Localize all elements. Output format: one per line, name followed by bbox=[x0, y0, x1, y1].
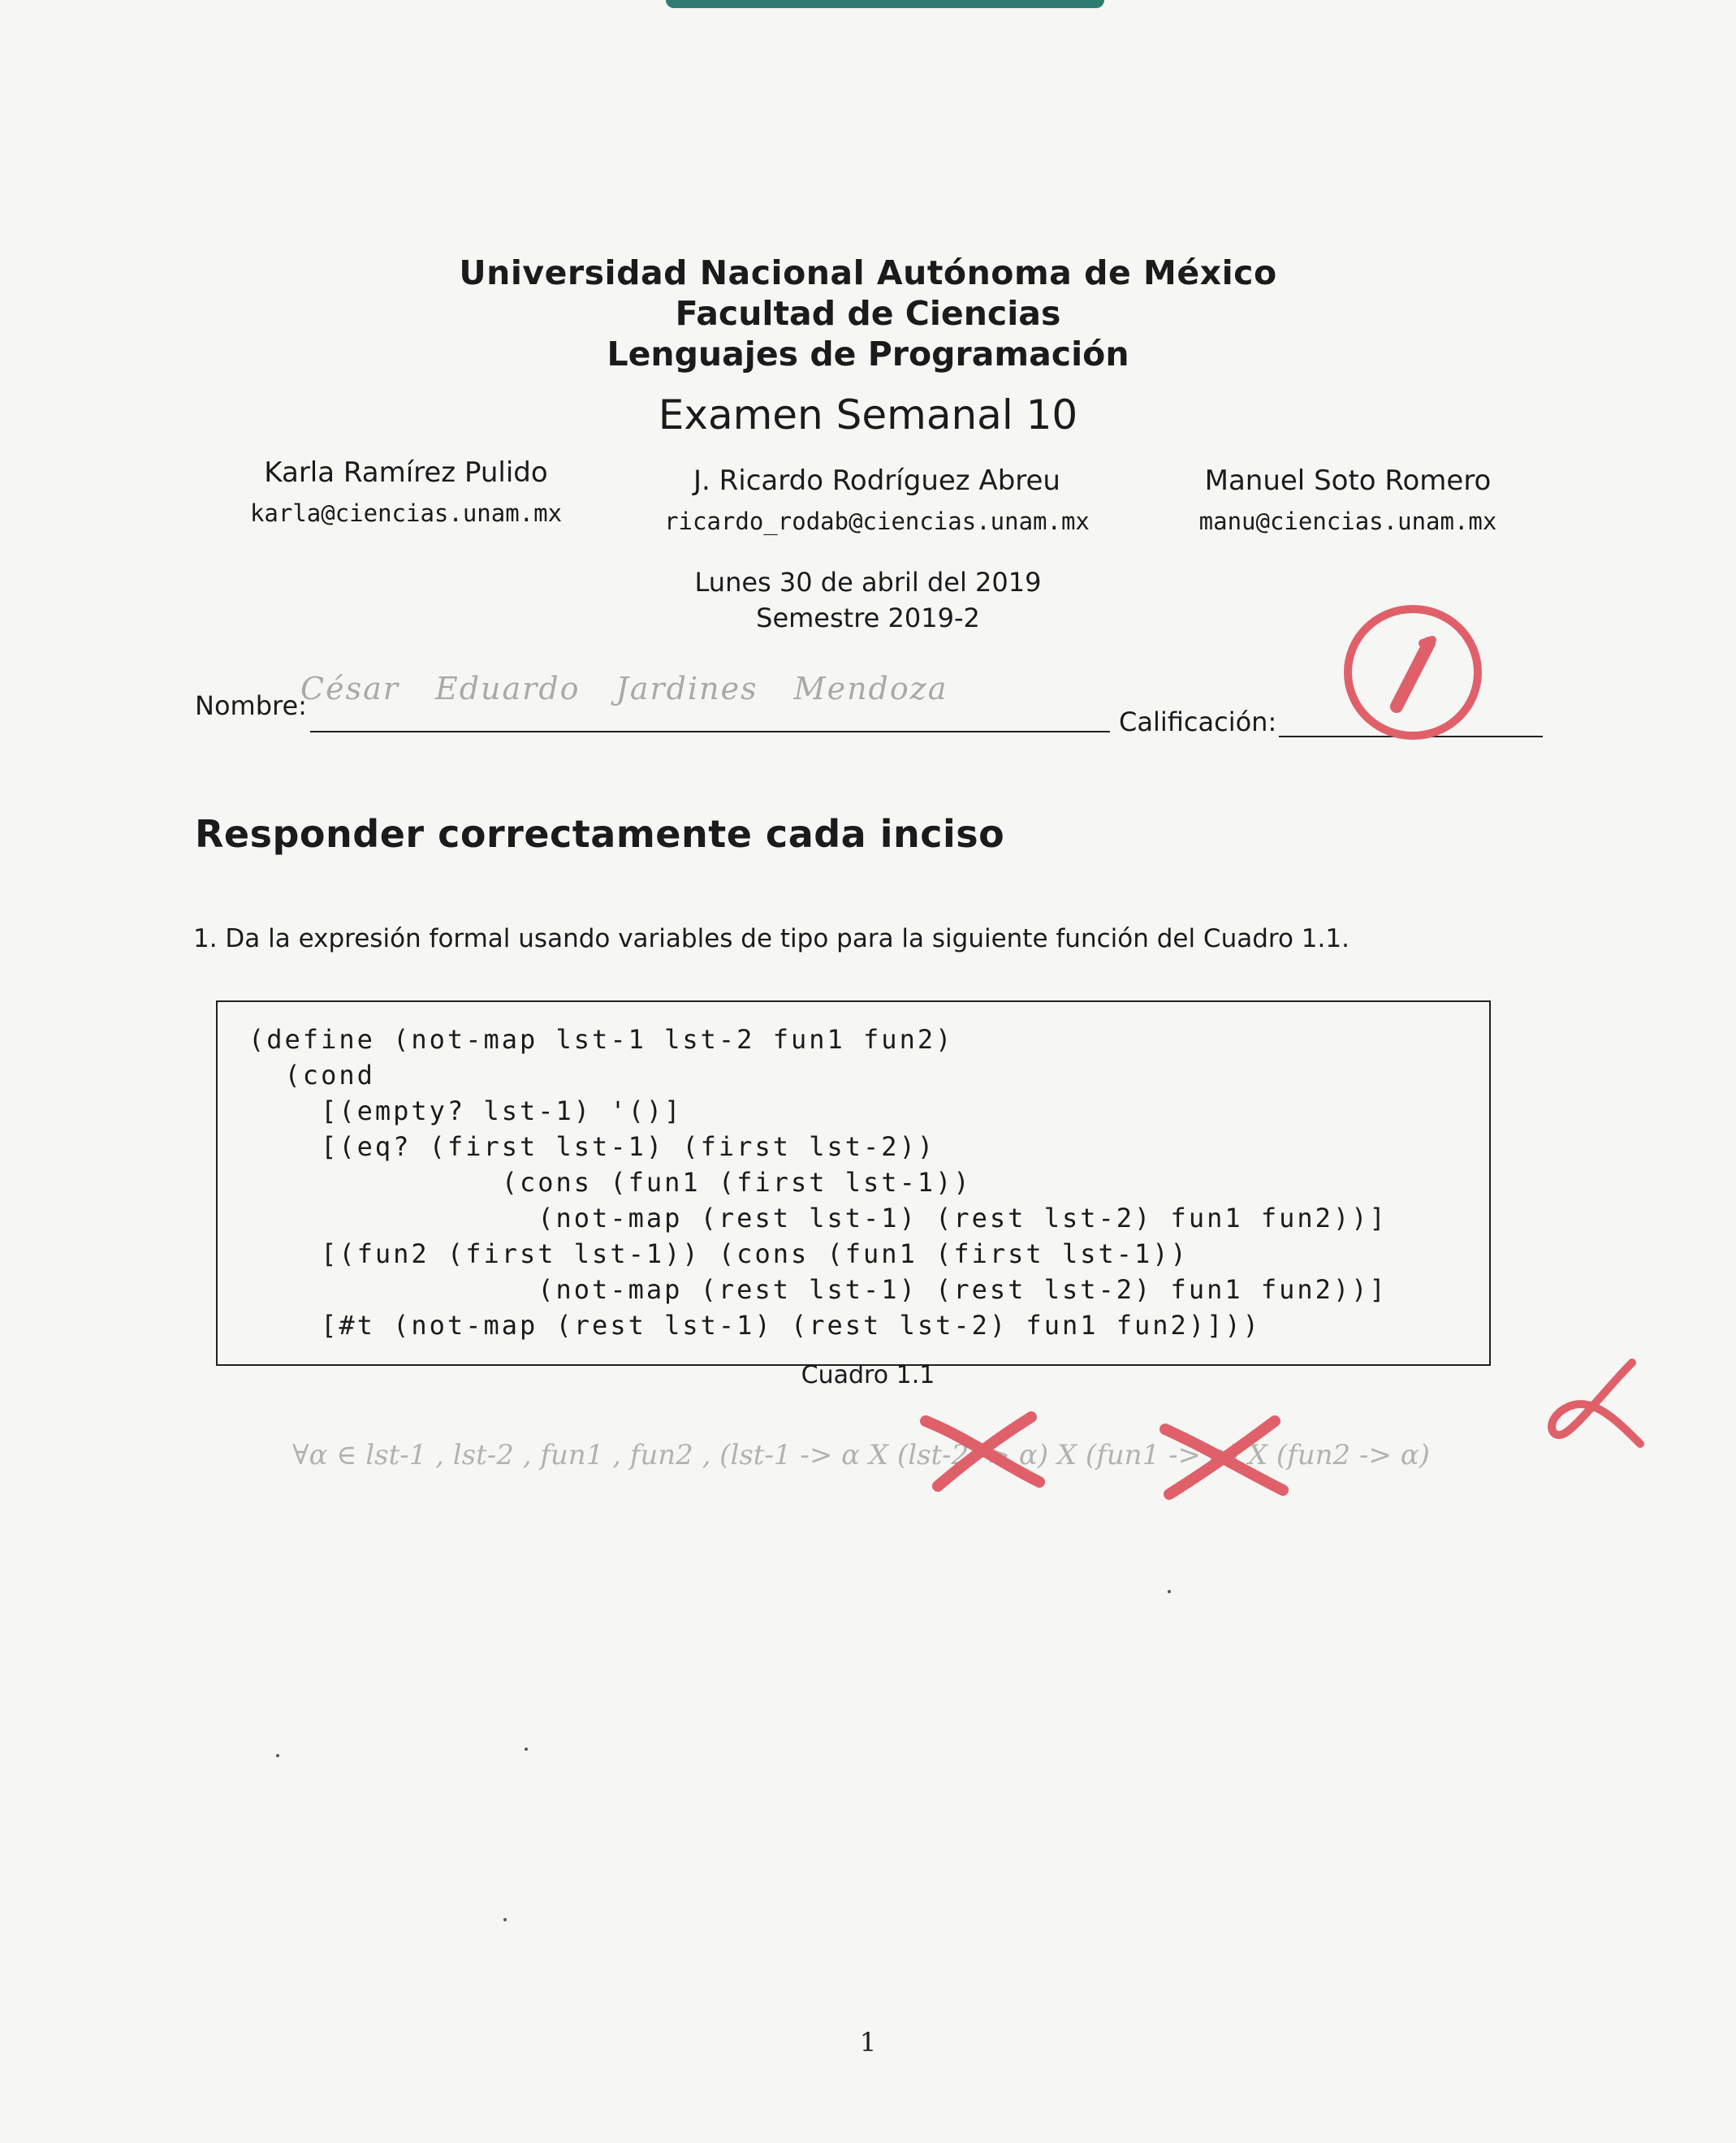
code-line: (cons (fun1 (first lst-1)) bbox=[248, 1167, 972, 1198]
red-cross-mark bbox=[1153, 1413, 1291, 1502]
paper-speck bbox=[503, 1918, 507, 1921]
page-number: 1 bbox=[859, 2027, 877, 2058]
code-table bbox=[216, 1000, 1491, 1366]
code-line: [(eq? (first lst-1) (first lst-2)) bbox=[248, 1131, 936, 1162]
author-name: Manuel Soto Romero bbox=[1204, 464, 1492, 497]
red-cross-mark bbox=[918, 1405, 1047, 1494]
code-line: [#t (not-map (rest lst-1) (rest lst-2) fun1 fun2)])) bbox=[248, 1310, 1261, 1341]
name-underline bbox=[310, 731, 1110, 732]
code-line: (not-map (rest lst-1) (rest lst-2) fun1 fun2))] bbox=[248, 1203, 1388, 1234]
author-block bbox=[1121, 463, 1575, 539]
author-email: manu@ciencias.unam.mx bbox=[1198, 508, 1497, 535]
author-email: karla@ciencias.unam.mx bbox=[249, 499, 563, 527]
student-name-handwritten: César Eduardo Jardines Mendoza bbox=[300, 671, 948, 706]
author-block bbox=[179, 455, 633, 531]
exam-title: Examen Semanal 10 bbox=[658, 391, 1078, 439]
author-name: Karla Ramírez Pulido bbox=[264, 456, 548, 489]
code-line: (define (not-map lst-1 lst-2 fun1 fun2) bbox=[248, 1024, 954, 1055]
name-label: Nombre: bbox=[195, 690, 307, 721]
author-block bbox=[633, 463, 1121, 539]
code-line: [(empty? lst-1) '()] bbox=[248, 1095, 683, 1126]
grade-label: Calificación: bbox=[1119, 706, 1277, 737]
handwritten-answer: ∀α ∈ lst-1 , lst-2 , fun1 , fun2 , (lst-1 -> α X (lst-2 -> α) X (fun1 -> α) X (fun2 -> α) bbox=[292, 1439, 1430, 1471]
code-line: [(fun2 (first lst-1)) (cons (fun1 (first lst-1)) bbox=[248, 1238, 1189, 1269]
author-name: J. Ricardo Rodríguez Abreu bbox=[693, 464, 1060, 497]
author-email: ricardo_rodab@ciencias.unam.mx bbox=[664, 508, 1090, 535]
code-line: (cond bbox=[248, 1060, 375, 1091]
table-caption: Cuadro 1.1 bbox=[801, 1361, 935, 1389]
section-title: Responder correctamente cada inciso bbox=[195, 812, 1005, 856]
paper-speck bbox=[525, 1748, 528, 1751]
exam-date: Lunes 30 de abril del 2019 bbox=[694, 567, 1042, 598]
question-text: 1. Da la expresión formal usando variables de tipo para la siguiente función del Cuadro 1.1. bbox=[193, 924, 1350, 953]
exam-semester: Semestre 2019-2 bbox=[756, 603, 980, 633]
grade-circle-mark bbox=[1332, 593, 1494, 747]
red-alpha-mark bbox=[1535, 1354, 1656, 1452]
faculty-title: Facultad de Ciencias bbox=[675, 294, 1061, 333]
university-title: Universidad Nacional Autónoma de México bbox=[459, 253, 1277, 292]
code-line: (not-map (rest lst-1) (rest lst-2) fun1 fun2))] bbox=[248, 1274, 1388, 1305]
paper-speck bbox=[276, 1754, 279, 1757]
course-title: Lenguajes de Programación bbox=[607, 335, 1129, 374]
paper-speck bbox=[1168, 1590, 1171, 1593]
